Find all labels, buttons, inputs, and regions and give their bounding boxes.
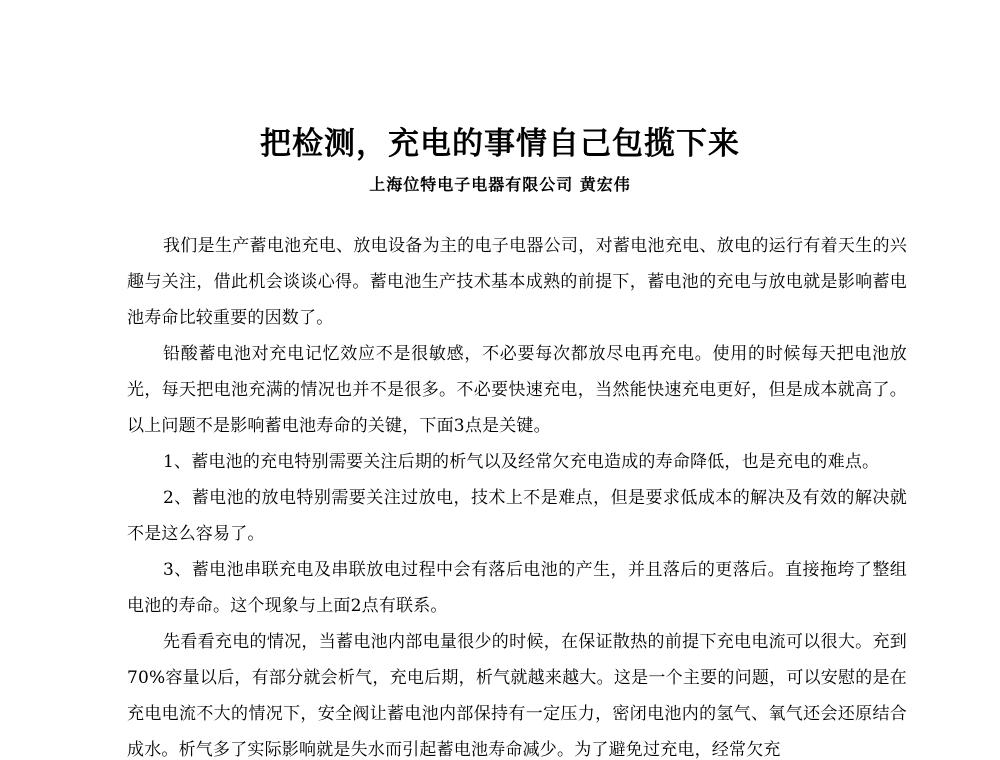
document-byline: 上海位特电子电器有限公司 黄宏伟	[369, 175, 631, 194]
document-body	[127, 228, 907, 760]
list-item-2: 2、蓄电池的放电特别需要关注过放电，技术上不是难点，但是要求低成本的解决及有效的解决就不是这么容易了。	[127, 488, 907, 544]
paragraph: 我们是生产蓄电池充电、放电设备为主的电子电器公司，对蓄电池充电、放电的运行有着天生的兴趣与关注，借此机会谈谈心得。蓄电池生产技术基本成熟的前提下，蓄电池的充电与放电就是影响蓄电池寿命比较重要的因数了。	[127, 236, 907, 328]
document-title: 把检测，充电的事情自己包揽下来	[260, 126, 740, 162]
list-item-3: 3、蓄电池串联充电及串联放电过程中会有落后电池的产生，并且落后的更落后。直接拖垮了整组电池的寿命。这个现象与上面2点有联系。	[127, 560, 907, 616]
paragraph: 先看看充电的情况，当蓄电池内部电量很少的时候，在保证散热的前提下充电电流可以很大。充到70%容量以后，有部分就会析气，充电后期，析气就越来越大。这是一个主要的问题，可以安慰的是在充电电流不大的情况下，安全阀让蓄电池内部保持有一定压力，密闭电池内的氢气、氧气还会还原结合成水。析气多了实际影响就是失水而引起蓄电池寿命减少。为了避免过充电，经常欠充	[127, 632, 907, 760]
list-item-1: 1、蓄电池的充电特别需要关注后期的析气以及经常欠充电造成的寿命降低，也是充电的难点。	[163, 452, 880, 472]
paragraph: 铅酸蓄电池对充电记忆效应不是很敏感，不必要每次都放尽电再充电。使用的时候每天把电池放光，每天把电池充满的情况也并不是很多。不必要快速充电，当然能快速充电更好，但是成本就高了。以上问题不是影响蓄电池寿命的关键，下面3点是关键。	[127, 344, 907, 436]
